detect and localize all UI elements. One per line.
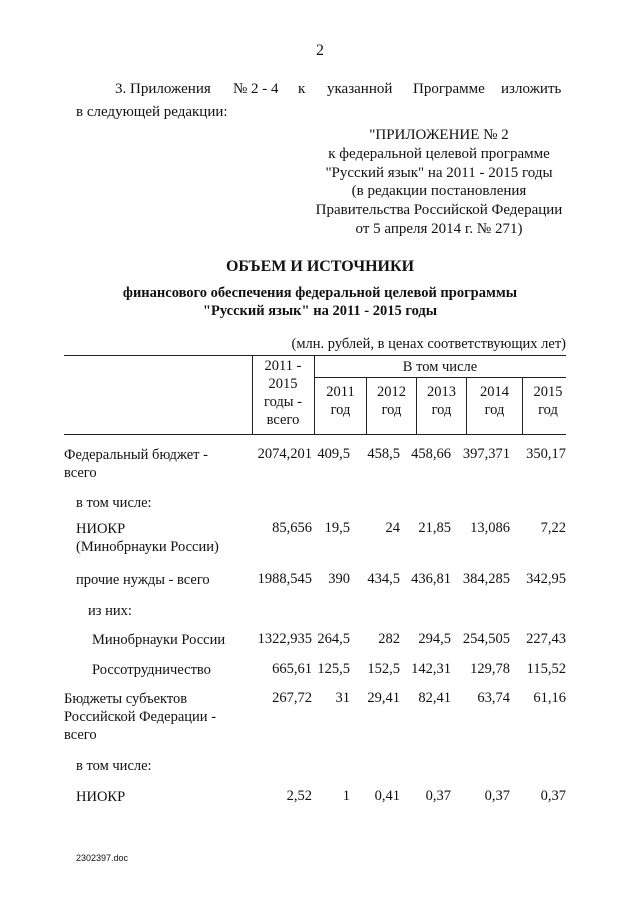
year-column-header <box>417 383 466 419</box>
table-top-rule <box>64 355 566 356</box>
year-column-header <box>523 383 573 419</box>
cell-year-value: 31 <box>335 690 350 706</box>
header-line: 2012 <box>377 384 406 400</box>
cell-total: 1322,935 <box>257 631 312 647</box>
cell-total: 1988,545 <box>257 571 312 587</box>
row-label <box>64 690 216 744</box>
cell-year-value: 1 <box>342 788 350 804</box>
cell-year-value: 436,81 <box>411 571 451 587</box>
cell-year-value: 264,5 <box>317 631 350 647</box>
intro-line-2: в следующей редакции: <box>76 104 228 120</box>
row-label-line: Российской Федерации - <box>64 709 217 725</box>
cell-total: 2,52 <box>286 788 312 804</box>
subtitle-line: финансового обеспечения федеральной целевой программы <box>122 285 518 301</box>
row-label-line: Россотрудничество <box>92 662 211 678</box>
row-label-line: Минобрнауки России <box>92 632 226 648</box>
row-label-line: в том числе: <box>76 758 152 774</box>
subtitle-line: "Русский язык" на 2011 - 2015 годы <box>202 303 438 319</box>
row-label-line: НИОКР <box>76 789 126 805</box>
header-line: 2011 <box>326 384 355 400</box>
row-label <box>64 446 208 482</box>
cell-year-value: 458,66 <box>411 446 451 462</box>
appendix-line: от 5 апреля 2014 г. № 271) <box>355 220 523 237</box>
row-label <box>76 757 152 775</box>
cell-year-value: 390 <box>328 571 350 587</box>
header-bottom-rule <box>64 434 566 435</box>
header-line: 2015 <box>533 384 563 400</box>
row-label <box>76 571 210 589</box>
appendix-line: "ПРИЛОЖЕНИЕ № 2 <box>369 127 509 143</box>
cell-year-value: 384,285 <box>462 571 510 587</box>
cell-year-value: 0,37 <box>540 788 566 804</box>
cell-year-value: 115,52 <box>526 661 566 677</box>
total-column-header <box>252 357 314 429</box>
row-label <box>92 661 211 679</box>
cell-year-value: 0,41 <box>374 788 400 804</box>
cell-total: 2074,201 <box>257 446 312 462</box>
row-label-line: Федеральный бюджет - <box>64 447 208 463</box>
year-column-header <box>315 383 366 419</box>
intro-word: указанной <box>327 81 393 97</box>
group-header-rule <box>314 377 566 378</box>
cell-total: 665,61 <box>272 661 312 677</box>
cell-year-value: 7,22 <box>540 520 566 536</box>
header-line: год <box>431 402 452 418</box>
appendix-line: (в редакции постановления <box>351 183 527 200</box>
header-line: год <box>538 402 558 418</box>
cell-year-value: 129,78 <box>470 661 510 677</box>
row-label-line: всего <box>64 465 97 481</box>
header-line: 2013 <box>427 384 456 400</box>
cell-year-value: 409,5 <box>317 446 350 462</box>
cell-year-value: 350,17 <box>526 446 566 462</box>
cell-year-value: 61,16 <box>533 690 566 706</box>
cell-year-value: 13,086 <box>470 520 510 536</box>
cell-year-value: 397,371 <box>462 446 510 462</box>
cell-year-value: 227,43 <box>526 631 566 647</box>
intro-word: 3. Приложения <box>115 81 211 97</box>
cell-year-value: 282 <box>378 631 400 647</box>
header-line: год <box>330 402 351 418</box>
header-line: годы - <box>264 394 302 410</box>
units-note: (млн. рублей, в ценах соответствующих лет) <box>291 336 566 352</box>
header-line: 2014 <box>480 384 509 400</box>
document-filename: 2302397.doc <box>76 853 129 863</box>
cell-total: 267,72 <box>272 690 312 706</box>
cell-total: 85,656 <box>272 520 312 536</box>
intro-word: изложить <box>501 81 562 97</box>
cell-year-value: 0,37 <box>484 788 510 804</box>
cell-year-value: 142,31 <box>411 661 451 677</box>
row-label <box>76 520 219 556</box>
row-label-line: прочие нужды - всего <box>76 572 210 588</box>
header-line: год <box>484 402 505 418</box>
row-label <box>92 631 225 649</box>
header-line: год <box>381 402 402 418</box>
header-line: всего <box>266 412 300 428</box>
row-label-line: Бюджеты субъектов <box>64 691 188 707</box>
cell-year-value: 82,41 <box>418 690 451 706</box>
header-line: 2011 - <box>264 358 302 374</box>
cell-year-value: 125,5 <box>317 661 350 677</box>
cell-year-value: 458,5 <box>367 446 400 462</box>
intro-word: № 2 - 4 <box>233 81 279 97</box>
page-number: 2 <box>316 42 324 59</box>
cell-year-value: 152,5 <box>367 661 400 677</box>
appendix-line: к федеральной целевой программе <box>328 145 550 162</box>
cell-year-value: 19,5 <box>324 520 350 536</box>
cell-year-value: 434,5 <box>367 571 400 587</box>
cell-year-value: 29,41 <box>367 690 400 706</box>
cell-year-value: 21,85 <box>418 520 451 536</box>
cell-year-value: 294,5 <box>418 631 451 647</box>
cell-year-value: 342,95 <box>526 571 566 587</box>
row-label-line: в том числе: <box>76 495 152 511</box>
year-column-header <box>467 383 522 419</box>
row-label-line: (Минобрнауки России) <box>76 539 219 555</box>
intro-word: к <box>298 81 306 97</box>
intro-word: Программе <box>413 81 485 97</box>
cell-year-value: 63,74 <box>477 690 510 706</box>
row-label-line: НИОКР <box>76 521 126 537</box>
row-label-line: всего <box>64 727 97 743</box>
cell-year-value: 24 <box>385 520 400 536</box>
header-line: 2015 <box>268 376 298 392</box>
row-label-line: из них: <box>88 603 132 619</box>
appendix-line: "Русский язык" на 2011 - 2015 годы <box>325 164 553 181</box>
cell-year-value: 254,505 <box>462 631 510 647</box>
row-label <box>88 602 132 620</box>
cell-year-value: 0,37 <box>425 788 451 804</box>
group-column-header: В том числе <box>402 359 478 375</box>
document-title: ОБЪЕМ И ИСТОЧНИКИ <box>225 258 415 275</box>
year-column-header <box>367 383 416 419</box>
row-label <box>76 788 125 806</box>
row-label <box>76 494 152 512</box>
appendix-line: Правительства Российской Федерации <box>315 202 563 219</box>
